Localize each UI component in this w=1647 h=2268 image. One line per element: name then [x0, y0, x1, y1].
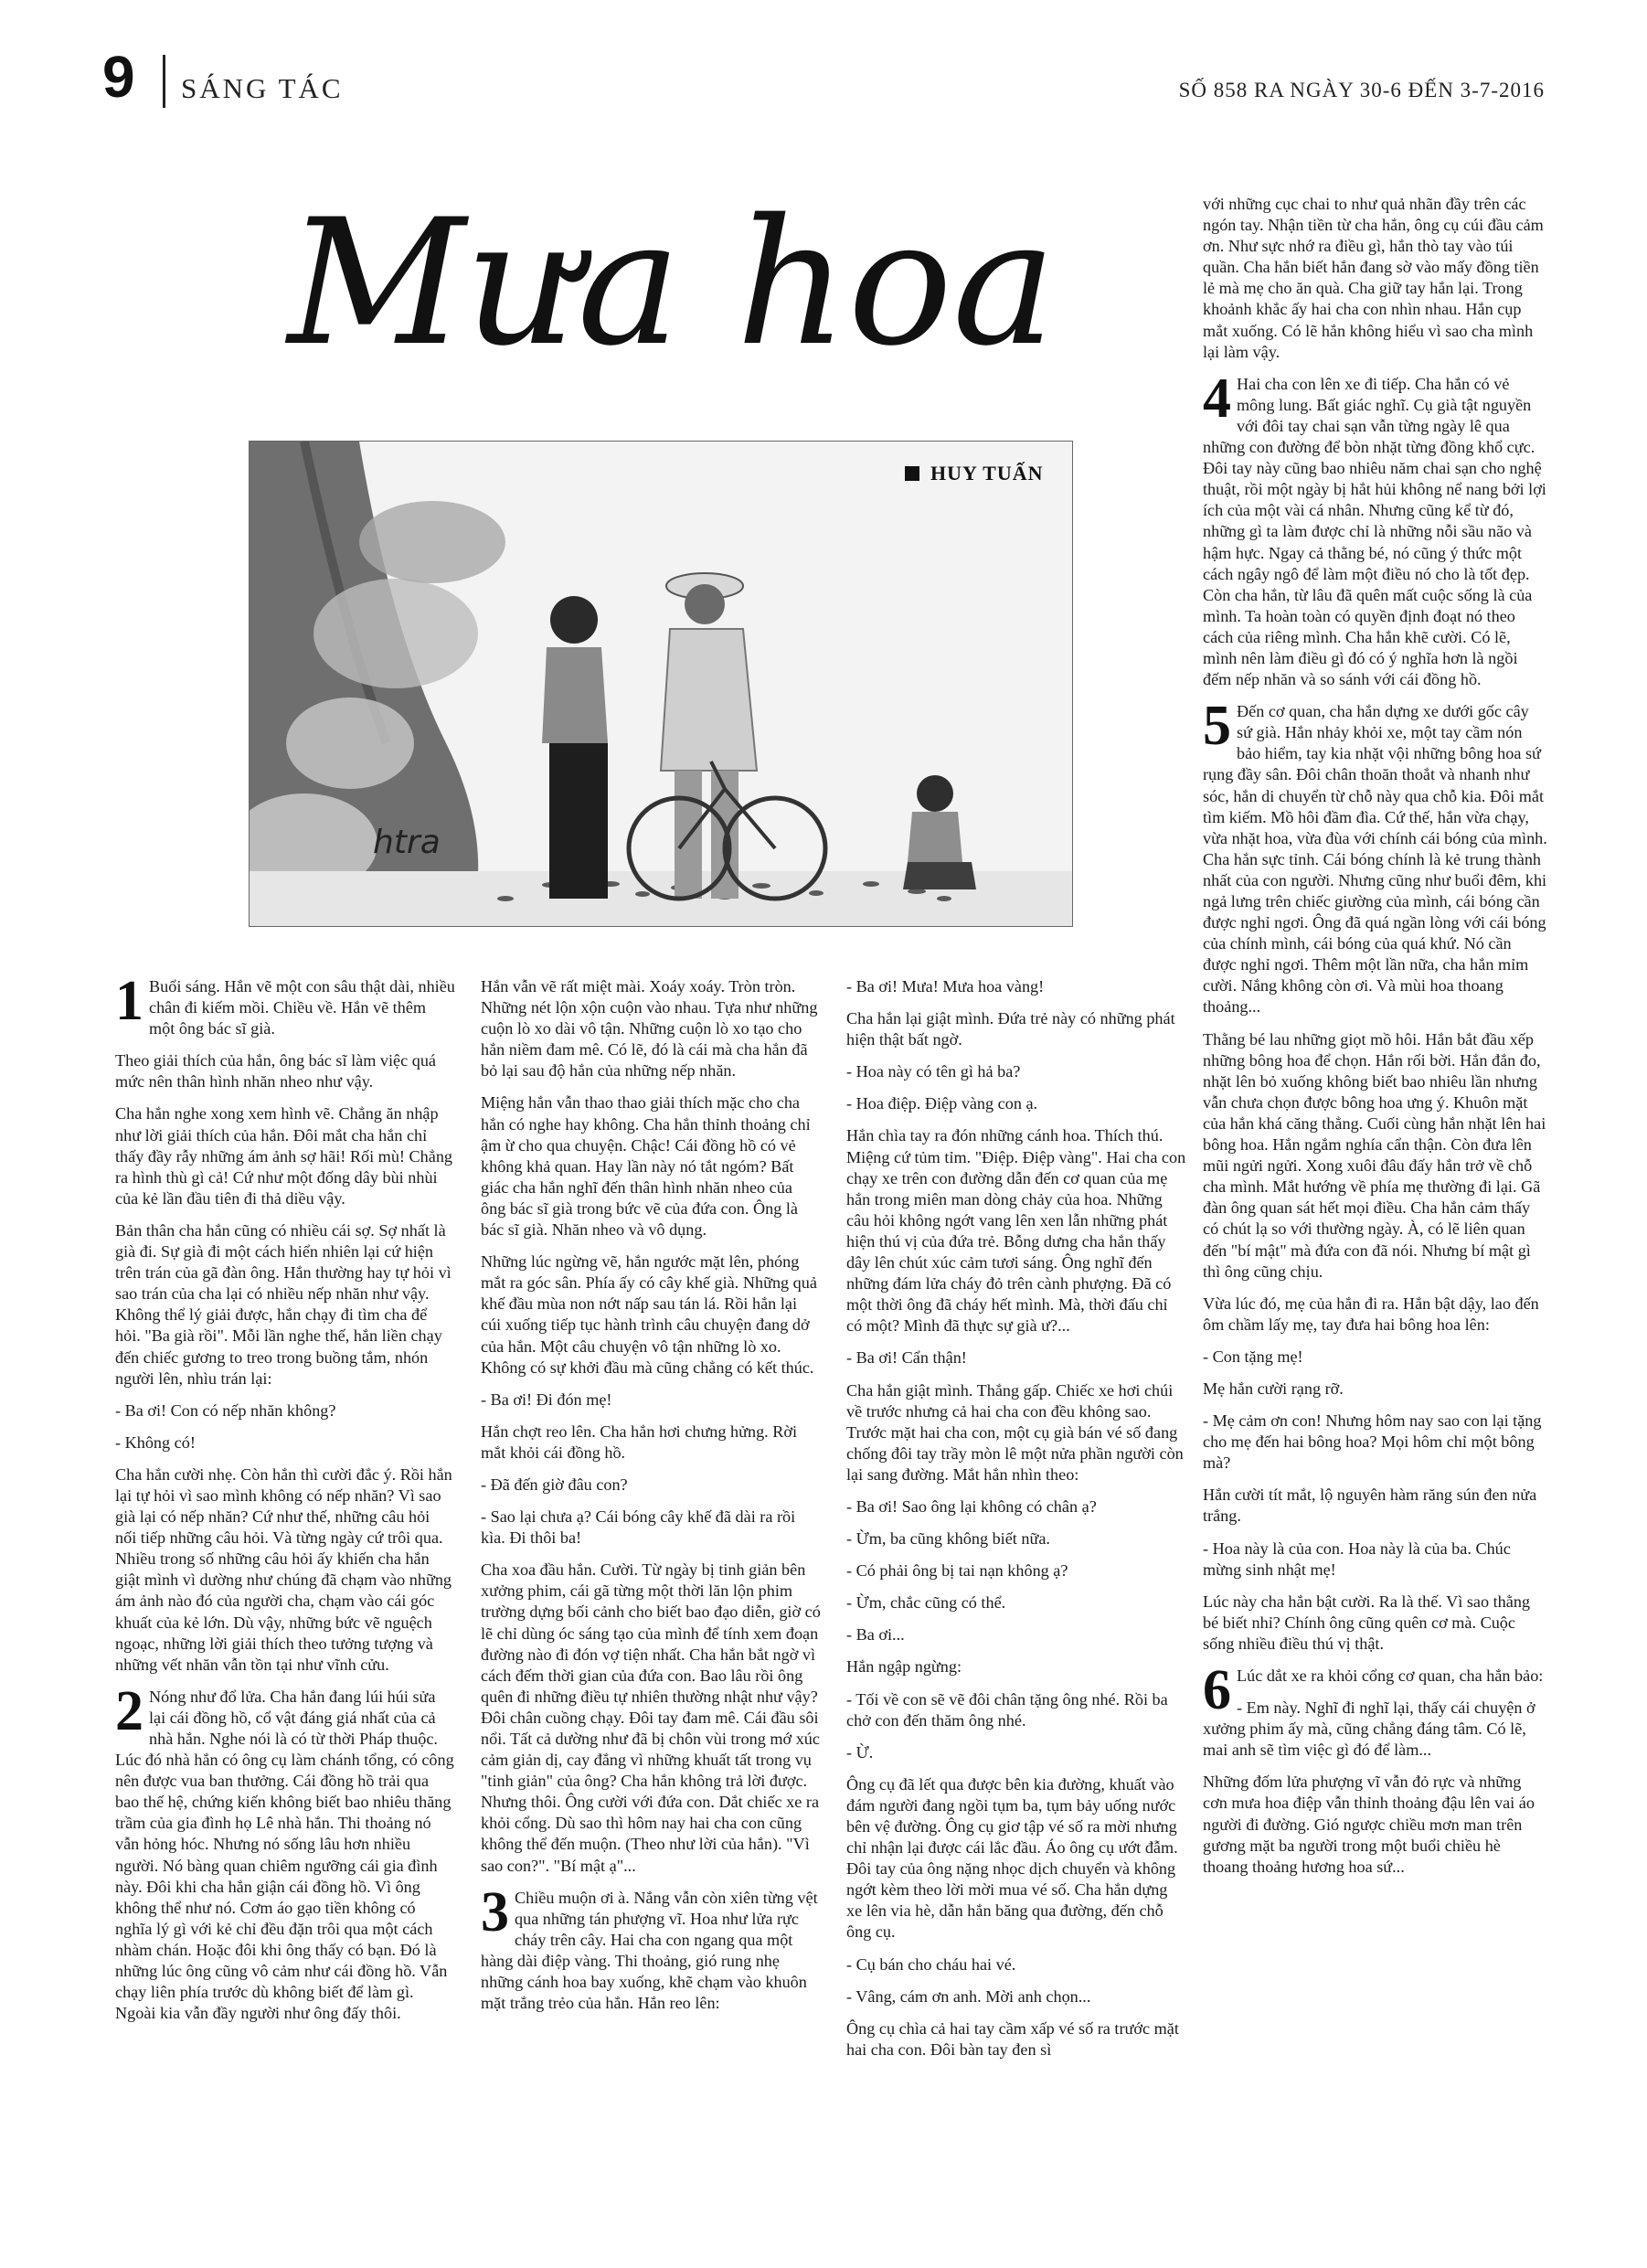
section-number: 4: [1203, 367, 1231, 430]
paragraph: Cha hắn cười nhẹ. Còn hắn thì cười đắc ý. Rồi hắn lại tự hỏi vì sao mình không có nếp nhăn? Vì sao già lại có nếp nhăn? Cứ như thế, những câu hỏi nối tiếp những câu hỏi. Và từng ngày cứ trôi qua. Nhiều trong số những câu hỏi ấy khiến cha hắn giật mình vì dường như chúng đã chạm vào những ám ảnh nào đó của người cha, chạm vào cái góc khuất của kẻ lớn. Dù vậy, những bức vẽ nguệch ngoạc, những lời giải thích theo tưởng tượng và những vết nhăn vẫn tồn tại như vĩnh cửu.: [115, 1464, 452, 1674]
section-name: SÁNG TÁC: [181, 72, 344, 104]
paragraph: Bản thân cha hắn cũng có nhiều cái sợ. Sợ nhất là già đi. Sự già đi một cách hiển nhiên lại cứ hiện trên trán của gã đàn ông. Hắn thường hay tự hỏi vì sao trán của cha lại có nhiều nếp nhăn như vậy. Không thể lý giải được, hắn chạy đi tìm cha để hỏi. "Ba già rồi". Mỗi lần nghe thế, hắn liền chạy đến chiếc gương to treo trong buồng tắm, nhón người lên, nhìu trán lại:: [115, 1220, 452, 1388]
paragraph: 1 Buổi sáng. Hắn vẽ một con sâu thật dài, nhiều chân đi kiếm mồi. Chiều về. Hắn vẽ thêm một ông bác sĩ già.: [115, 970, 455, 1038]
byline-square-icon: [905, 466, 919, 481]
paragraph: - Cụ bán cho cháu hai vé.: [846, 1954, 1016, 1974]
column-1: [115, 970, 455, 2035]
paragraph: Những lúc ngừng vẽ, hắn ngước mặt lên, phóng mắt ra góc sân. Phía ấy có cây khế già. Những quả khế đầu mùa non nớt nấp sau tán lá. Rồi hắn lại cúi xuống tiếp tục hành trình câu chuyện đang dở của hắn. Một câu chuyện vô tận những lò xo. Không có sự khởi đầu mà cũng chẳng có kết thúc.: [481, 1252, 817, 1377]
paragraph: với những cục chai to như quả nhãn đầy trên các ngón tay. Nhận tiền từ cha hắn, ông cụ cúi đầu cảm ơn. Như sực nhớ ra điều gì, hắn thò tay vào túi quần. Cha hắn biết hắn đang sờ vào mấy đồng tiền lẻ mà mẹ cho ăn quà. Cha giữ tay hắn lại. Trong khoảnh khắc ấy hai cha con nhìn nhau. Hắn cụp mắt xuống. Có lẽ hắn không hiểu vì sao cha mình lại làm vậy.: [1203, 195, 1544, 361]
paragraph: - Ba ơi! Đi đón mẹ!: [481, 1390, 612, 1409]
column-4: [1203, 194, 1548, 1889]
paragraph: Hắn cười tít mắt, lộ nguyên hàm răng sún đen nửa trắng.: [1203, 1485, 1537, 1526]
paragraph: - Con tặng mẹ!: [1203, 1347, 1303, 1366]
paragraph: Vừa lúc đó, mẹ của hắn đi ra. Hắn bật dậy, lao đến ôm chầm lấy mẹ, tay đưa hai bông hoa lên:: [1203, 1294, 1539, 1334]
paragraph: - Sao lại chưa ạ? Cái bóng cây khế đã dài ra rồi kìa. Đi thôi ba!: [481, 1507, 796, 1548]
page-number: 9: [102, 44, 135, 110]
section-number: 6: [1203, 1659, 1231, 1721]
paragraph: - Mẹ cảm ơn con! Nhưng hôm nay sao con lại tặng cho mẹ đến hai bông hoa? Mọi hôm chỉ một bông mà?: [1203, 1411, 1542, 1473]
paragraph: Những đốm lửa phượng vĩ vẫn đỏ rực và những cơn mưa hoa điệp vẫn thỉnh thoảng đậu lên vai áo người đi đường. Gió ngược chiều mơn man trên gương mặt ba người trong một buổi chiều hè thoang thoảng hương hoa sứ...: [1203, 1773, 1535, 1876]
paragraph: Lúc này cha hắn bật cười. Ra là thế. Vì sao thằng bé biết nhỉ? Chính ông cũng quên cơ mà. Cuộc sống nhiều điều thú vị thật.: [1203, 1592, 1531, 1653]
paragraph: Cha xoa đầu hắn. Cười. Từ ngày bị tinh giản bên xưởng phim, cái gã từng một thời lăn lộn phim trường dựng bối cảnh cho biết bao đạo diễn, giờ có lẽ chỉ dùng óc sáng tạo của mình để tính xem đoạn đường nào đi đón vợ tiện nhất. Cha hắn bắt ngờ vì cách đếm thời gian của đứa con. Bao lâu rồi ông quên đi những điều tự nhiên thường nhật như vậy? Đôi chân cuồng chạy. Đôi tay đam mê. Cái đầu sôi nổi. Tất cả dường như đã bị chôn vùi trong mớ xúc cảm giản dị, cay đắng vì những khuất tất trong vụ "tinh giản" của ông? Cha hắn không trả lời được. Nhưng thôi. Ông cười với đứa con. Dắt chiếc xe ra khỏi cổng. Dù sao thì hôm nay hai cha con cũng không thể đến muộn. (Theo như lời của hắn). "Vì sao con?". "Bí mật ạ"...: [481, 1560, 821, 1875]
paragraph: 3 Chiều muộn ơi à. Nắng vẫn còn xiên từng vệt qua những tán phượng vĩ. Hoa như lửa rực cháy trên cây. Hai cha con ngang qua một hàng dài điệp vàng. Thi thoảng, gió rung nhẹ những cánh hoa bay xuống, khẽ chạm vào khuôn mặt trắng trẻo của hắn. Hắn reo lên:: [481, 1880, 818, 2013]
paragraph: - Em này. Nghĩ đi nghĩ lại, thấy cái chuyện ở xưởng phim ấy mà, cũng chẳng đáng tâm. Có lẽ, mai anh sẽ tìm việc gì đó để làm...: [1203, 1698, 1535, 1760]
paragraph: - Đã đến giờ đâu con?: [481, 1475, 628, 1494]
paragraph: Hắn chìa tay ra đón những cánh hoa. Thích thú. Miệng cứ tủm tỉm. "Điệp. Điệp vàng". Hai cha con chạy xe trên con đường dẫn đến cơ quan của mẹ hắn trong miên man dòng chảy của hoa. Những câu hỏi không ngớt vang lên xen lẫn những phát hiện thú vị của đứa trẻ. Bỗng dưng cha hắn thấy dây lên chút xúc cảm tươi sáng. Ông nghĩ đến những đám lửa cháy đỏ trên cành phượng. Đã có một thời ông đã cháy hết mình. Mà, thời đấu chỉ có một? Mình đã thực sự già ư?...: [846, 1126, 1186, 1336]
column-3: [846, 976, 1186, 2071]
paragraph: Cha hắn nghe xong xem hình vẽ. Chẳng ăn nhập như lời giải thích của hắn. Đôi mắt cha hắn chỉ thấy đầy rẫy những ám ảnh sợ hãi! Rối mù! Chẳng ra hình thù gì cả! Cứ như một đống dây bùi nhùi của kẻ lần đầu tiên đi thả diều vậy.: [115, 1104, 453, 1208]
paragraph: 4 Hai cha con lên xe đi tiếp. Cha hắn có vẻ mông lung. Bất giác nghĩ. Cụ già tật nguyền với đôi tay chai sạn vẫn từng ngày lê qua những con đường để bòn nhặt từng đồng khổ cực. Đôi tay này cũng bao nhiêu năm chai sạn cho nghệ thuật, rồi một ngày bị hắt hủi không nể nang bởi lợi ích của một vài cá nhân. Nhưng cũng kể từ đó, những gì ta làm được chỉ là những nỗi sầu não và hậm hực. Ngay cả thằng bé, nó cũng ý thức một cách ngây ngô để làm một điều nó cho là tốt đẹp. Còn cha hắn, từ lâu đã quên mất cuộc sống là của mình. Ta hoàn toàn có quyền định đoạt nó theo cách của riêng mình. Cha hắn khẽ cười. Có lẽ, mình nên làm điều gì đó có ý nghĩa hơn là ngồi đếm nếp nhăn và so sánh với cái đồng hồ.: [1203, 367, 1546, 689]
paragraph: - Ừ.: [846, 1742, 874, 1762]
paragraph: 6 Lúc dắt xe ra khỏi cổng cơ quan, cha hắn bảo:: [1203, 1659, 1544, 1721]
author-byline: [905, 462, 1044, 485]
paragraph: Ông cụ đã lết qua được bên kia đường, khuất vào đám người đang ngồi tụm ba, tụm bảy uống nước bên vệ đường. Ông cụ giơ tập vé số ra mời nhưng chỉ nhận lại được cái lắc đầu. Áo ông cụ ướt đẫm. Đôi tay của ông nặng nhọc dịch chuyển và không ngớt kèm theo lời mời mua vé số. Cha hắn dựng xe lên via hè, dẫn hắn băng qua đường, đến chỗ ông cụ.: [846, 1774, 1178, 1942]
paragraph: Mẹ hắn cười rạng rỡ.: [1203, 1379, 1344, 1398]
paragraph: Thằng bé lau những giọt mồ hôi. Hắn bắt đầu xếp những bông hoa để chọn. Hắn rối bời. Hắn đắn đo, nhặt lên bỏ xuống không biết bao nhiêu lần nhưng vẫn chưa chọn được bông hoa ưng ý. Khuôn mặt của hắn khá căng thẳng. Cuối cùng hắn nhặt lên hai bông hoa. Hắn ngắm nghía cẩn thận. Còn đưa lên mũi ngửi ngửi. Xong xuôi đâu đấy hắn trở về chỗ cha mình. Mắt hướng về phía mẹ thường đi lại. Gã đàn ông quan sát hết mọi điều. Cha hắn cảm thấy có chút lạ so với thường ngày. À, có lẽ liên quan đến "bí mật" mà đứa con đã nói. Nhưng bí mật gì thì ông cũng chịu.: [1203, 1029, 1546, 1281]
paragraph: 2 Nóng như đổ lửa. Cha hắn đang lúi húi sửa lại cái đồng hồ, cổ vật đáng giá nhất của cả nhà hắn. Nghe nói là có từ thời Pháp thuộc. Lúc đó nhà hắn có ông cụ làm chánh tổng, có công nên được vua ban thưởng. Cái đồng hồ trải qua bao thế hệ, chứng kiến không biết bao nhiêu thăng trầm của gia đình họ Lê nhà hắn. Thi thoảng nó vẫn hỏng hóc. Nhưng nó sống lâu hơn nhiều người. Nó bàng quan chiêm ngưỡng cái gia đình này. Đôi khi cha hắn giận cái đồng hồ. Vì ông không thể như nó. Cơm áo gạo tiền không có nghĩa lý gì với kẻ chỉ đều đặn trôi qua một cách nhàm chán. Hoặc đôi khi ông thấy có bạn. Đó là những lúc ông cũng vô cảm như cái đồng hồ. Vẫn chạy liên phía trước dù không biết để làm gì. Ngoài kia vẫn đầy người như ông đấy thôi.: [115, 1679, 454, 2023]
paragraph: Hắn vẫn vẽ rất miệt mài. Xoáy xoáy. Tròn tròn. Những nét lộn xộn cuộn vào nhau. Tựa như những cuộn lò xo dài vô tận. Những cuộn lò xo tạo cho hắn niềm đam mê. Có lẽ, đó là cái mà cha hắn đã bỏ lại sau độ hắn của những nếp nhăn.: [481, 977, 818, 1081]
paragraph: - Có phải ông bị tai nạn không ạ?: [846, 1561, 1068, 1581]
illustration: [249, 441, 1073, 927]
section-number: 2: [115, 1679, 143, 1742]
paragraph: Cha hắn lại giật mình. Đứa trẻ này có những phát hiện thật bất ngờ.: [846, 1009, 1175, 1049]
paragraph: 5 Đến cơ quan, cha hắn dựng xe dưới gốc cây sứ già. Hắn nhảy khỏi xe, một tay cầm nón bảo hiểm, tay kia nhặt vội những bông hoa sứ rụng đầy sân. Đôi chân thoăn thoắt và nhanh như sóc, hắn di chuyển từ chỗ này qua chỗ kia. Đôi mắt tìm kiếm. Mồ hôi đầm đìa. Cứ thế, hắn vừa chạy, vừa nhặt hoa, vừa đùa với chính cái bóng của mình. Cha hắn sực tỉnh. Cái bóng chính là kẻ trung thành nhất của con người. Nhưng cũng như buổi đêm, khi ngả lưng trên chiếc giường của mình, cái bóng cần được nghỉ ngơi. Ông đã quá ngần lòng với cái bóng của chính mình, cái bóng của quá khứ. Nó cần được nghỉ ngơi. Thêm một lần nữa, cha hắn mỉm cười. Nắng không còn ơi. Và mùi hoa thoang thoảng...: [1203, 695, 1547, 1017]
paragraph: Hắn chợt reo lên. Cha hắn hơi chưng hửng. Rời mắt khỏi cái đồng hồ.: [481, 1421, 798, 1462]
paragraph: - Hoa điệp. Điệp vàng con ạ.: [846, 1094, 1038, 1113]
issue-info: SỐ 858 RA NGÀY 30-6 ĐẾN 3-7-2016: [1178, 79, 1545, 101]
section-number: 3: [481, 1880, 509, 1943]
paragraph: - Ừm, ba cũng không biết nữa.: [846, 1529, 1050, 1549]
header-divider: [163, 55, 165, 108]
paragraph: - Ba ơi! Sao ông lại không có chân ạ?: [846, 1496, 1097, 1516]
paragraph: - Hoa này là của con. Hoa này là của ba. Chúc mừng sinh nhật mẹ!: [1203, 1539, 1511, 1579]
section-number: 1: [115, 970, 143, 1032]
author-name: HUY TUẤN: [930, 462, 1044, 484]
paragraph: - Vâng, cám ơn anh. Mời anh chọn...: [846, 1986, 1091, 2006]
paragraph: - Hoa này có tên gì hả ba?: [846, 1062, 1021, 1081]
paragraph: Hắn ngập ngừng:: [846, 1657, 962, 1677]
paragraph: - Tối về con sẽ vẽ đôi chân tặng ông nhé. Rồi ba chở con đến thăm ông nhé.: [846, 1689, 1168, 1730]
paragraph: - Ba ơi! Cẩn thận!: [846, 1348, 967, 1368]
article-title: [247, 155, 1097, 411]
title-text: Mưa hoa: [287, 182, 1057, 384]
paragraph: - Ba ơi...: [846, 1625, 905, 1645]
paragraph: Theo giải thích của hắn, ông bác sĩ làm việc quá mức nên thân hình nhăn nheo như vậy.: [115, 1051, 436, 1091]
paragraph: Ông cụ chìa cả hai tay cầm xấp vé số ra trước mặt hai cha con. Đôi bàn tay đen sì: [846, 2018, 1179, 2059]
illustration-signature: htra: [373, 824, 441, 861]
paragraph: Miệng hắn vẫn thao thao giải thích mặc cho cha hắn có nghe hay không. Cha hắn thỉnh thoảng chỉ ậm ừ cho qua chuyện. Chậc! Cái đồng hồ có vẻ không khả quan. Hay lần này nó tắt ngóm? Bất giác cha hắn nghĩ đến thân hình nhăn nheo của ông bác sĩ già trong bức vẽ của đứa con. Ông là bác sĩ già. Nhăn nheo và vô dụng.: [481, 1093, 811, 1240]
paragraph: - Ba ơi! Mưa! Mưa hoa vàng!: [846, 977, 1045, 996]
paragraph: Cha hắn giật mình. Thắng gấp. Chiếc xe hơi chúi về trước nhưng cả hai cha con đều không sao. Trước mặt hai cha con, một cụ già bán vé số đang chống đôi tay trầy mòn lê một nửa phần người còn lại sang đường. Mắt hắn nhìn theo:: [846, 1380, 1184, 1484]
section-number: 5: [1203, 695, 1231, 758]
paragraph: - Không có!: [115, 1432, 196, 1452]
column-2: [481, 976, 821, 2025]
paragraph: - Ba ơi! Con có nếp nhăn không?: [115, 1400, 336, 1420]
paragraph: - Ừm, chắc cũng có thể.: [846, 1593, 1006, 1613]
